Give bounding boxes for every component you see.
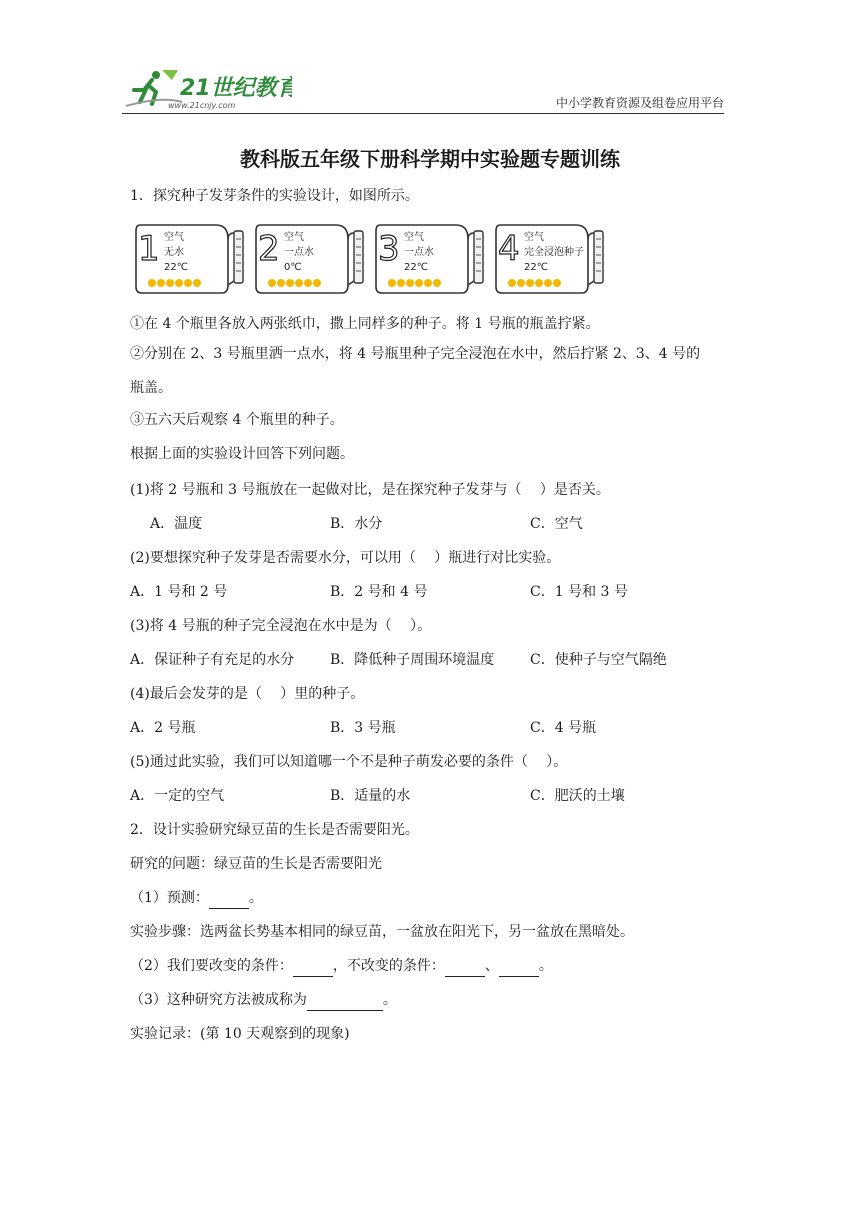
jar-label-temp: 22℃ bbox=[524, 262, 548, 273]
changed-condition-label: （2）我们要改变的条件： bbox=[130, 958, 293, 974]
jar-label-air: 空气 bbox=[164, 232, 184, 243]
jar-label-water: 完全浸泡种子 bbox=[524, 247, 584, 258]
q2-prediction bbox=[130, 888, 263, 909]
jar-4 bbox=[494, 219, 606, 297]
option-b[interactable]: B．3 号瓶 bbox=[330, 720, 396, 736]
option-c[interactable]: C．空气 bbox=[530, 516, 583, 532]
jar-number: 3 bbox=[378, 229, 400, 269]
q1-step-2-cont: 瓶盖。 bbox=[130, 380, 172, 396]
option-b[interactable]: B．适量的水 bbox=[330, 788, 411, 804]
q2-conditions bbox=[130, 956, 553, 977]
jar-1 bbox=[134, 219, 246, 297]
jar-3 bbox=[374, 219, 486, 297]
unchanged-condition-blank-2[interactable] bbox=[499, 956, 539, 977]
jar-label-water: 一点水 bbox=[284, 247, 314, 258]
method-end: 。 bbox=[382, 992, 397, 1008]
q1-sub1: (1)将 2 号瓶和 3 号瓶放在一起做对比，是在探究种子发芽与（ ）是否关。 bbox=[130, 482, 610, 498]
q2-steps: 实验步骤：选两盆长势基本相同的绿豆苗，一盆放在阳光下，另一盆放在黑暗处。 bbox=[130, 924, 634, 940]
prediction-blank[interactable] bbox=[209, 888, 249, 909]
option-c[interactable]: C．使种子与空气隔绝 bbox=[530, 652, 667, 668]
condition-separator: 、 bbox=[484, 958, 499, 974]
q1-sub4: (4)最后会发芽的是（ ）里的种子。 bbox=[130, 686, 365, 702]
q1-stem: 1．探究种子发芽条件的实验设计，如图所示。 bbox=[130, 188, 419, 204]
jar-label-water: 无水 bbox=[164, 247, 184, 258]
q1-step-3: ③五六天后观察 4 个瓶里的种子。 bbox=[130, 412, 344, 428]
logo bbox=[122, 66, 292, 112]
logo-url: www.21cnjy.com bbox=[168, 101, 236, 110]
changed-condition-blank[interactable] bbox=[293, 956, 333, 977]
page-header bbox=[122, 66, 724, 116]
unchanged-condition-blank-1[interactable] bbox=[445, 956, 485, 977]
q2-stem: 2．设计实验研究绿豆苗的生长是否需要阳光。 bbox=[130, 822, 419, 838]
prediction-label: （1）预测： bbox=[130, 890, 209, 906]
q1-step-2: ②分别在 2、3 号瓶里洒一点水，将 4 号瓶里种子完全浸泡在水中，然后拧紧 2、3、4 号的 bbox=[130, 346, 701, 362]
option-c[interactable]: C．4 号瓶 bbox=[530, 720, 597, 736]
jar-label-air: 空气 bbox=[284, 232, 304, 243]
q1-step-1: ①在 4 个瓶里各放入两张纸巾，撒上同样多的种子。将 1 号瓶的瓶盖拧紧。 bbox=[130, 316, 600, 332]
jar-label-temp: 22℃ bbox=[404, 262, 428, 273]
jar-number: 4 bbox=[498, 229, 520, 269]
header-divider bbox=[122, 113, 724, 114]
q2-method bbox=[130, 990, 397, 1011]
option-a[interactable]: A．1 号和 2 号 bbox=[130, 584, 228, 600]
page-title: 教科版五年级下册科学期中实验题专题训练 bbox=[240, 147, 620, 171]
option-a[interactable]: A．一定的空气 bbox=[130, 788, 225, 804]
logo-text: 21世纪教育 bbox=[180, 76, 292, 101]
option-b[interactable]: B．2 号和 4 号 bbox=[330, 584, 428, 600]
option-c[interactable]: C．1 号和 3 号 bbox=[530, 584, 628, 600]
logo-icon bbox=[122, 66, 292, 112]
option-b[interactable]: B．降低种子周围环境温度 bbox=[330, 652, 495, 668]
method-label: （3）这种研究方法被成称为 bbox=[130, 992, 307, 1008]
jar-label-air: 空气 bbox=[404, 232, 424, 243]
conditions-end: 。 bbox=[538, 958, 553, 974]
jar-number: 1 bbox=[138, 229, 160, 269]
q1-sub2: (2)要想探究种子发芽是否需要水分，可以用（ ）瓶进行对比实验。 bbox=[130, 550, 561, 566]
jar-2 bbox=[254, 219, 366, 297]
q2-research-question: 研究的问题：绿豆苗的生长是否需要阳光 bbox=[130, 856, 382, 872]
unchanged-condition-label: ，不改变的条件： bbox=[332, 958, 445, 974]
prediction-end: 。 bbox=[248, 890, 263, 906]
jar-label-water: 一点水 bbox=[404, 247, 434, 258]
jar-figure bbox=[134, 219, 608, 299]
platform-name: 中小学教育资源及组卷应用平台 bbox=[555, 96, 724, 110]
option-c[interactable]: C．肥沃的土壤 bbox=[530, 788, 625, 804]
jar-number: 2 bbox=[258, 229, 280, 269]
option-b[interactable]: B．水分 bbox=[330, 516, 383, 532]
jar-label-temp: 22℃ bbox=[164, 262, 188, 273]
q1-intro: 根据上面的实验设计回答下列问题。 bbox=[130, 446, 354, 462]
option-a[interactable]: A．保证种子有充足的水分 bbox=[130, 652, 295, 668]
q2-record: 实验记录：(第 10 天观察到的现象) bbox=[130, 1026, 350, 1042]
method-blank[interactable] bbox=[307, 990, 383, 1011]
jar-label-temp: 0℃ bbox=[284, 262, 302, 273]
jar-label-air: 空气 bbox=[524, 232, 544, 243]
option-a[interactable]: A．温度 bbox=[150, 516, 203, 532]
q1-sub3: (3)将 4 号瓶的种子完全浸泡在水中是为（ ）。 bbox=[130, 618, 432, 634]
option-a[interactable]: A．2 号瓶 bbox=[130, 720, 196, 736]
q1-sub5: (5)通过此实验，我们可以知道哪一个不是种子萌发必要的条件（ ）。 bbox=[130, 754, 568, 770]
